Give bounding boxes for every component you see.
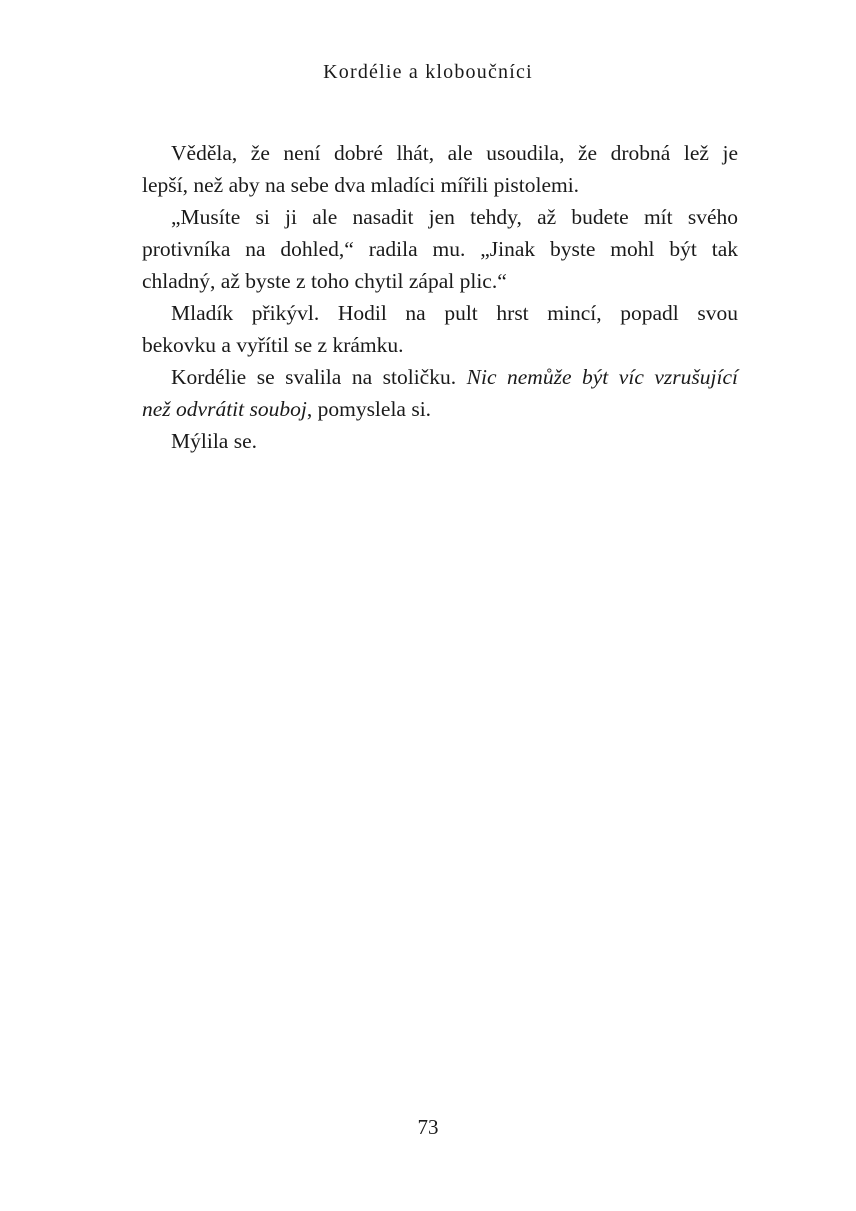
paragraph (142, 137, 738, 201)
body-text (142, 137, 738, 457)
page-number: 73 (417, 1115, 439, 1139)
text-line: lepší, než aby na sebe dva mladíci mířili pistolemi. (142, 173, 580, 197)
italic-text-run: než odvrátit souboj (142, 397, 307, 421)
text-line: „Musíte si ji ale nasadit jen tehdy, až budete mít svého (171, 205, 738, 229)
paragraph (142, 297, 738, 361)
paragraph (142, 361, 738, 425)
italic-text-run: Nic nemůže být víc vzrušující (466, 365, 738, 389)
text-line: Mladík přikývl. Hodil na pult hrst mincí, popadl svou (171, 301, 738, 325)
text-line (142, 361, 738, 393)
text-line: Mýlila se. (171, 429, 257, 453)
text-line: bekovku a vyřítil se z krámku. (142, 333, 404, 357)
text-line: Věděla, že není dobré lhát, ale usoudila, že drobná lež je (171, 141, 738, 165)
text-line (142, 393, 738, 425)
text-run: , pomyslela si. (306, 397, 432, 421)
text-run: Kordélie se svalila na stoličku. (171, 365, 467, 389)
text-line: protivníka na dohled,“ radila mu. „Jinak byste mohl být tak (142, 237, 738, 261)
text-line: chladný, až byste z toho chytil zápal plic.“ (142, 269, 507, 293)
paragraph (142, 201, 738, 297)
running-head: Kordélie a kloboučníci (323, 61, 533, 83)
paragraph (142, 425, 738, 457)
